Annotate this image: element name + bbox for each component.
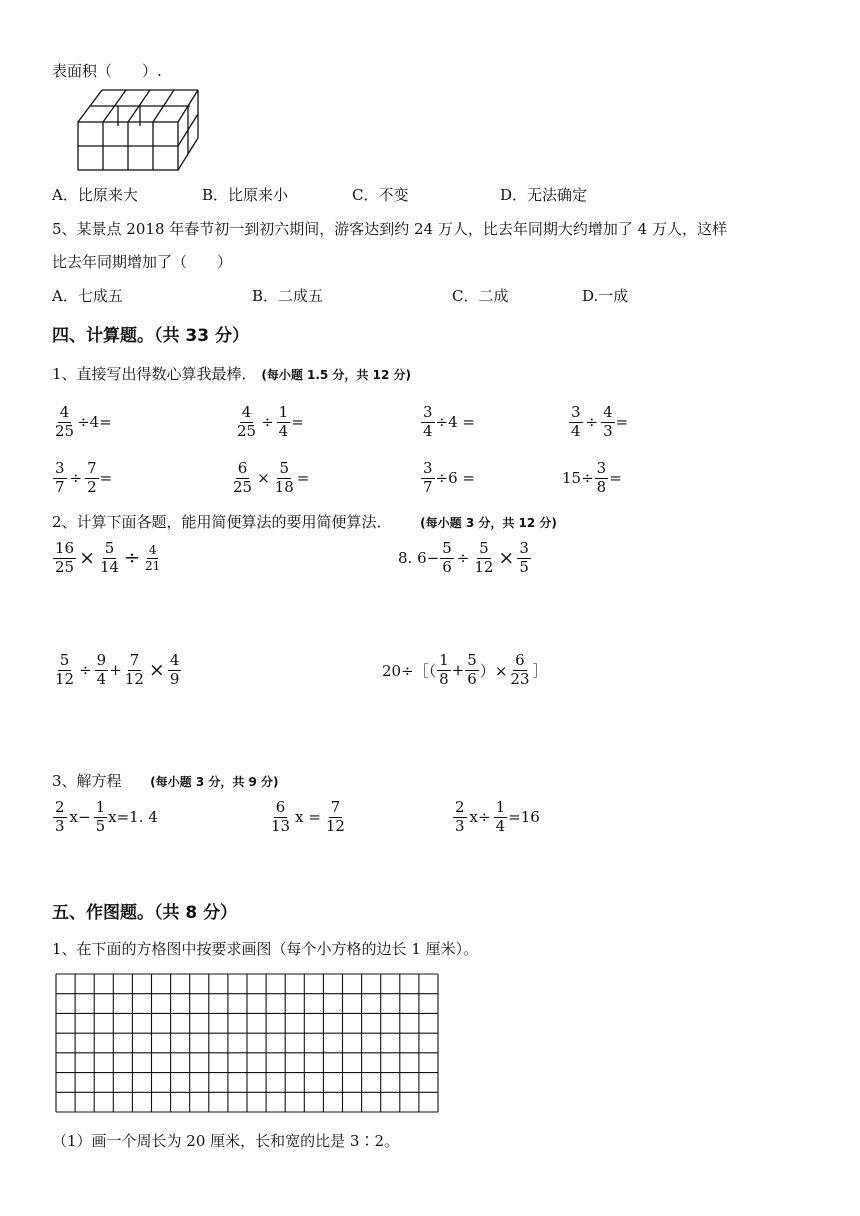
- p3-equation-3: $\frac{2}{3}$ x÷ $\frac{1}{4}$ =16: [455, 798, 540, 835]
- p3-equation-2: $\frac{6}{13}$ x = $\frac{7}{12}$: [271, 798, 345, 835]
- p1-item-1: $\frac{4}{25}$ ÷4=: [55, 403, 112, 440]
- p2-expr-2: 8. 6− $\frac{5}{6}$ ÷ $\frac{5}{12}$ × $\frac{3}{5}$: [398, 539, 529, 576]
- p1-item-2: $\frac{4}{25}$ ÷ $\frac{1}{4}$ =: [237, 403, 304, 440]
- question-5-line-2: 比去年同期增加了（ ）: [52, 253, 233, 271]
- part-1-title: 1、直接写出得数心算我最棒． (每小题 1.5 分，共 12 分): [52, 365, 411, 383]
- q5-option-b: B．二成五: [252, 287, 324, 305]
- p1-item-7: $\frac{3}{7}$ ÷6 =: [423, 459, 475, 496]
- section-5-sub-1: （1）画一个周长为 20 厘米，长和宽的比是 3∶2。: [52, 1132, 400, 1150]
- p1-item-6: $\frac{6}{25}$ × $\frac{5}{18}$ =: [233, 459, 310, 496]
- surface-area-prompt: 表面积（ ）.: [52, 62, 162, 80]
- p2-expr-3: $\frac{5}{12}$ ÷ $\frac{9}{4}$ + $\frac{7}{12}$ × $\frac{4}{9}$: [55, 651, 180, 688]
- p3-equation-1: $\frac{2}{3}$ x− $\frac{1}{5}$ x=1. 4: [55, 798, 158, 835]
- p2-expr-4: 20÷［（ $\frac{1}{8}$ + $\frac{5}{6}$ ）× $\frac{6}{23}$ ］: [382, 651, 548, 688]
- q5-option-c: C．二成: [452, 287, 509, 305]
- option-a: A．比原来大: [52, 186, 138, 204]
- p2-expr-1: $\frac{16}{25}$ × $\frac{5}{14}$ ÷ $\frac{4}{21}$: [55, 539, 161, 576]
- square-grid[interactable]: [54, 972, 440, 1114]
- p1-item-8: 15÷ $\frac{3}{8}$ =: [562, 459, 622, 496]
- cube-stack-figure: [74, 86, 202, 174]
- part-1-note: (每小题 1.5 分，共 12 分): [261, 368, 411, 382]
- p1-item-4: $\frac{3}{4}$ ÷ $\frac{4}{3}$ =: [571, 403, 629, 440]
- part-2-note: (每小题 3 分，共 12 分): [420, 516, 557, 530]
- section-5-title: 五、作图题。（共 8 分）: [52, 903, 238, 923]
- part-2-title: 2、计算下面各题，能用简便算法的要用简便算法． (每小题 3 分，共 12 分): [52, 513, 557, 531]
- option-c: C．不变: [352, 186, 409, 204]
- section-5-question-1: 1、在下面的方格图中按要求画图（每个小方格的边长 1 厘米）。: [52, 940, 479, 958]
- q5-option-a: A．七成五: [52, 287, 123, 305]
- option-d: D．无法确定: [500, 186, 588, 204]
- option-b: B．比原来小: [202, 186, 289, 204]
- q5-option-d: D.一成: [582, 287, 629, 305]
- question-5-line-1: 5、某景点 2018 年春节初一到初六期间，游客达到约 24 万人，比去年同期大约增加了 4 万人，这样: [52, 220, 727, 238]
- part-3-note: (每小题 3 分，共 9 分): [150, 775, 279, 789]
- p1-item-5: $\frac{3}{7}$ ÷ $\frac{7}{2}$ =: [55, 459, 113, 496]
- section-4-title: 四、计算题。（共 33 分）: [52, 326, 249, 346]
- part-3-title: 3、解方程 (每小题 3 分，共 9 分): [52, 772, 279, 790]
- p1-item-3: $\frac{3}{4}$ ÷4 =: [423, 403, 475, 440]
